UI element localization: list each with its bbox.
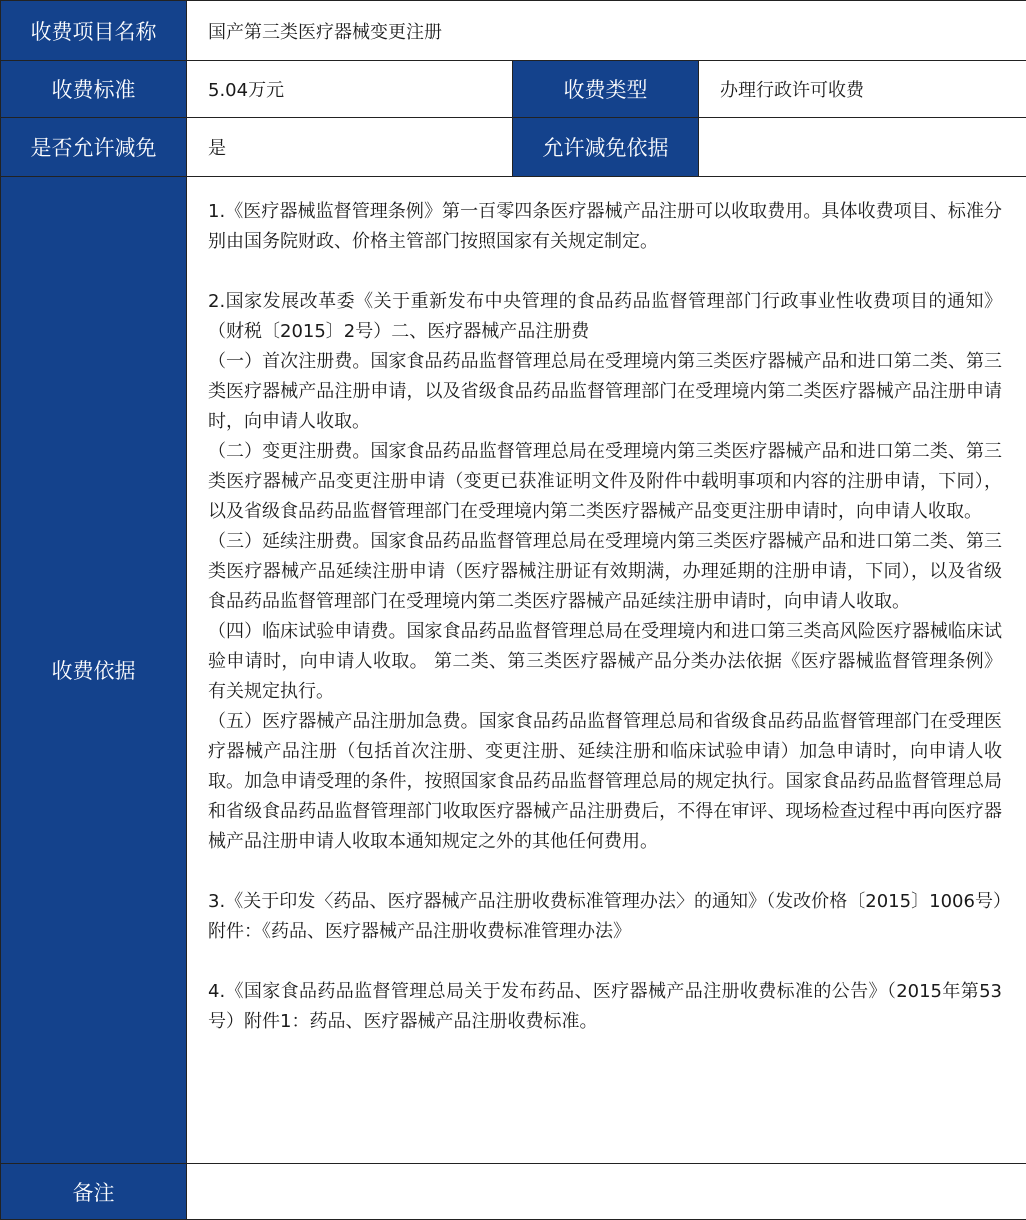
basis-paragraph-2: 2.国家发展改革委《关于重新发布中央管理的食品药品监督管理部门行政事业性收费项目的通知》（财税〔2015〕2号）二、医疗器械产品注册费	[208, 287, 1002, 347]
basis-paragraph-2-item-5: （五）医疗器械产品注册加急费。国家食品药品监督管理总局和省级食品药品监督管理部门在受理医疗器械产品注册（包括首次注册、变更注册、延续注册和临床试验申请）加急申请时，向申请人收取。加急申请受理的条件，按照国家食品药品监督管理总局的规定执行。国家食品药品监督管理总局和省级食品药品监督管理部门收取医疗器械产品注册费后，不得在审评、现场检查过程中再向医疗器械产品注册申请人收取本通知规定之外的其他任何费用。	[208, 707, 1002, 857]
row-fee-basis	[1, 177, 1026, 1164]
fee-standard-value: 5.04万元	[187, 61, 513, 118]
row-remarks	[1, 1164, 1026, 1220]
reduction-basis-label: 允许减免依据	[513, 118, 699, 177]
basis-paragraph-1: 1.《医疗器械监督管理条例》第一百零四条医疗器械产品注册可以收取费用。具体收费项目、标准分别由国务院财政、价格主管部门按照国家有关规定制定。	[208, 197, 1002, 257]
remarks-label: 备注	[1, 1164, 187, 1220]
fee-item-name-value: 国产第三类医疗器械变更注册	[187, 1, 1026, 61]
basis-paragraph-2-item-3: （三）延续注册费。国家食品药品监督管理总局在受理境内第三类医疗器械产品和进口第二类、第三类医疗器械产品延续注册申请（医疗器械注册证有效期满，办理延期的注册申请，下同），以及省级食品药品监督管理部门在受理境内第二类医疗器械产品延续注册申请时，向申请人收取。	[208, 527, 1002, 617]
reduction-allowed-label: 是否允许减免	[1, 118, 187, 177]
basis-paragraph-2-item-4: （四）临床试验申请费。国家食品药品监督管理总局在受理境内和进口第三类高风险医疗器械临床试验申请时，向申请人收取。 第二类、第三类医疗器械产品分类办法依据《医疗器械监督管理条例》有关规定执行。	[208, 617, 1002, 707]
row-reduction	[1, 118, 1026, 177]
fee-type-value: 办理行政许可收费	[699, 61, 1026, 118]
reduction-basis-value	[699, 118, 1026, 177]
basis-paragraph-3: 3.《关于印发〈药品、医疗器械产品注册收费标准管理办法〉的通知》（发改价格〔2015〕1006号）附件：《药品、医疗器械产品注册收费标准管理办法》	[208, 887, 1002, 947]
fee-basis-label: 收费依据	[1, 177, 187, 1164]
basis-paragraph-2-item-2: （二）变更注册费。国家食品药品监督管理总局在受理境内第三类医疗器械产品和进口第二类、第三类医疗器械产品变更注册申请（变更已获准证明文件及附件中载明事项和内容的注册申请，下同），以及省级食品药品监督管理部门在受理境内第二类医疗器械产品变更注册申请时，向申请人收取。	[208, 437, 1002, 527]
fee-standard-label: 收费标准	[1, 61, 187, 118]
fee-type-label: 收费类型	[513, 61, 699, 118]
row-fee-item-name	[1, 1, 1026, 61]
basis-paragraph-4: 4.《国家食品药品监督管理总局关于发布药品、医疗器械产品注册收费标准的公告》（2015年第53号）附件1：药品、医疗器械产品注册收费标准。	[208, 977, 1002, 1037]
fee-basis-content	[187, 177, 1026, 1164]
reduction-allowed-value: 是	[187, 118, 513, 177]
row-fee-standard	[1, 61, 1026, 118]
basis-paragraph-2-item-1: （一）首次注册费。国家食品药品监督管理总局在受理境内第三类医疗器械产品和进口第二类、第三类医疗器械产品注册申请，以及省级食品药品监督管理部门在受理境内第二类医疗器械产品注册申请时，向申请人收取。	[208, 347, 1002, 437]
remarks-value	[187, 1164, 1026, 1220]
fee-item-name-label: 收费项目名称	[1, 1, 187, 61]
